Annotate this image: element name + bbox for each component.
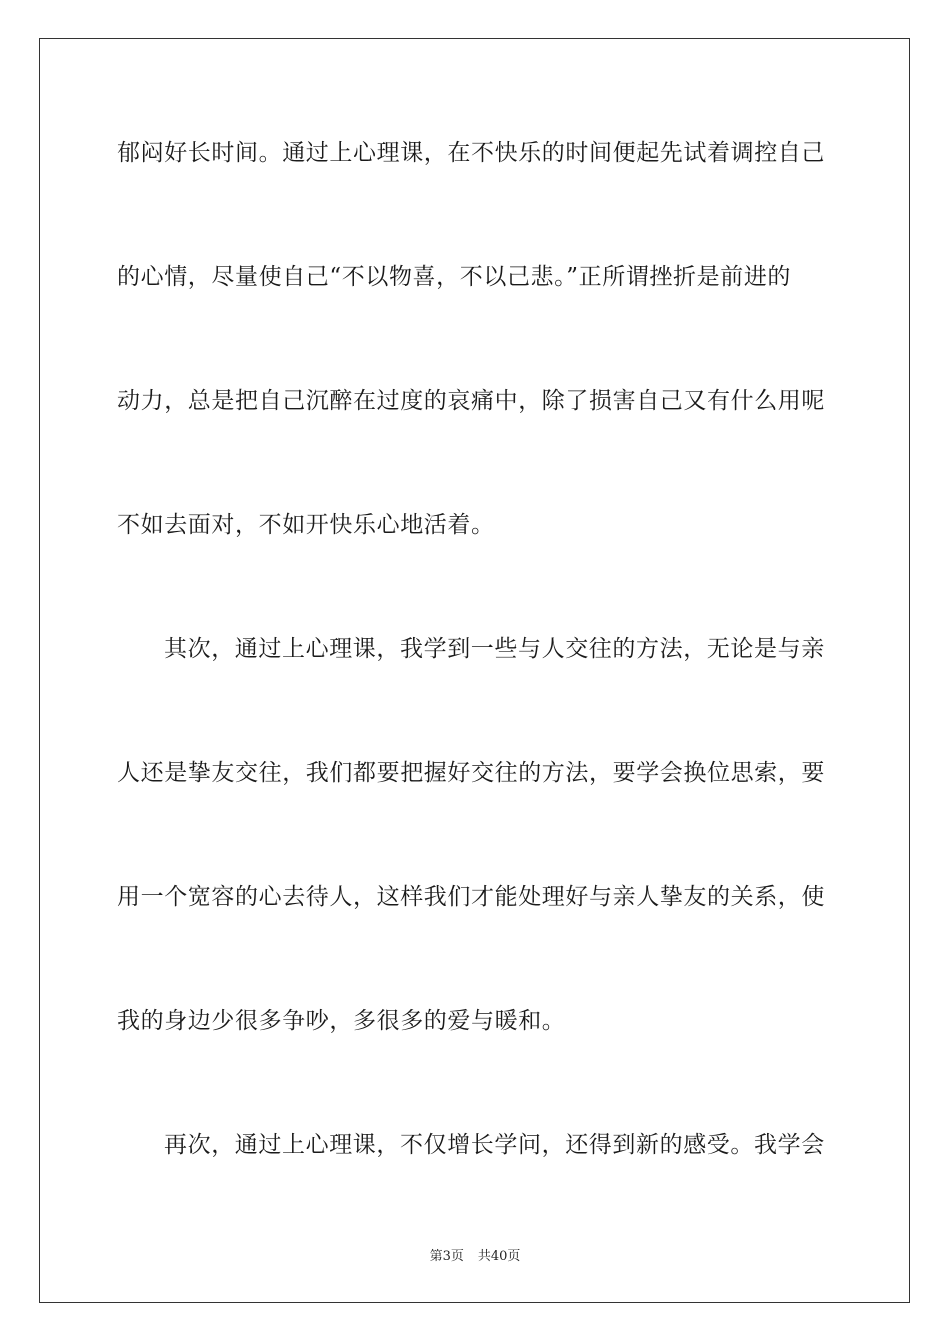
- text-line: 用一个宽容的心去待人，这样我们才能处理好与亲人挚友的关系，使: [117, 884, 825, 910]
- text-line: 不如去面对，不如开快乐心地活着。: [117, 512, 495, 538]
- text-line: 动力，总是把自己沉醉在过度的哀痛中，除了损害自己又有什么用呢: [117, 388, 825, 414]
- page-total: 共40页: [477, 1249, 521, 1264]
- text-line: 人还是挚友交往，我们都要把握好交往的方法，要学会换位思索，要: [117, 760, 825, 786]
- text-line: 再次，通过上心理课，不仅增长学问，还得到新的感受。我学会: [164, 1132, 825, 1158]
- page-number: 第3页: [429, 1249, 464, 1264]
- text-line: 的心情，尽量使自己“不以物喜，不以己悲。”正所谓挫折是前进的: [117, 264, 792, 290]
- page-border: [39, 38, 910, 1303]
- text-line: 郁闷好长时间。通过上心理课，在不快乐的时间便起先试着调控自己: [117, 140, 825, 166]
- text-line: 我的身边少很多争吵，多很多的爱与暖和。: [117, 1008, 566, 1034]
- page-footer: [0, 1249, 950, 1265]
- text-line: 其次，通过上心理课，我学到一些与人交往的方法，无论是与亲: [164, 636, 825, 662]
